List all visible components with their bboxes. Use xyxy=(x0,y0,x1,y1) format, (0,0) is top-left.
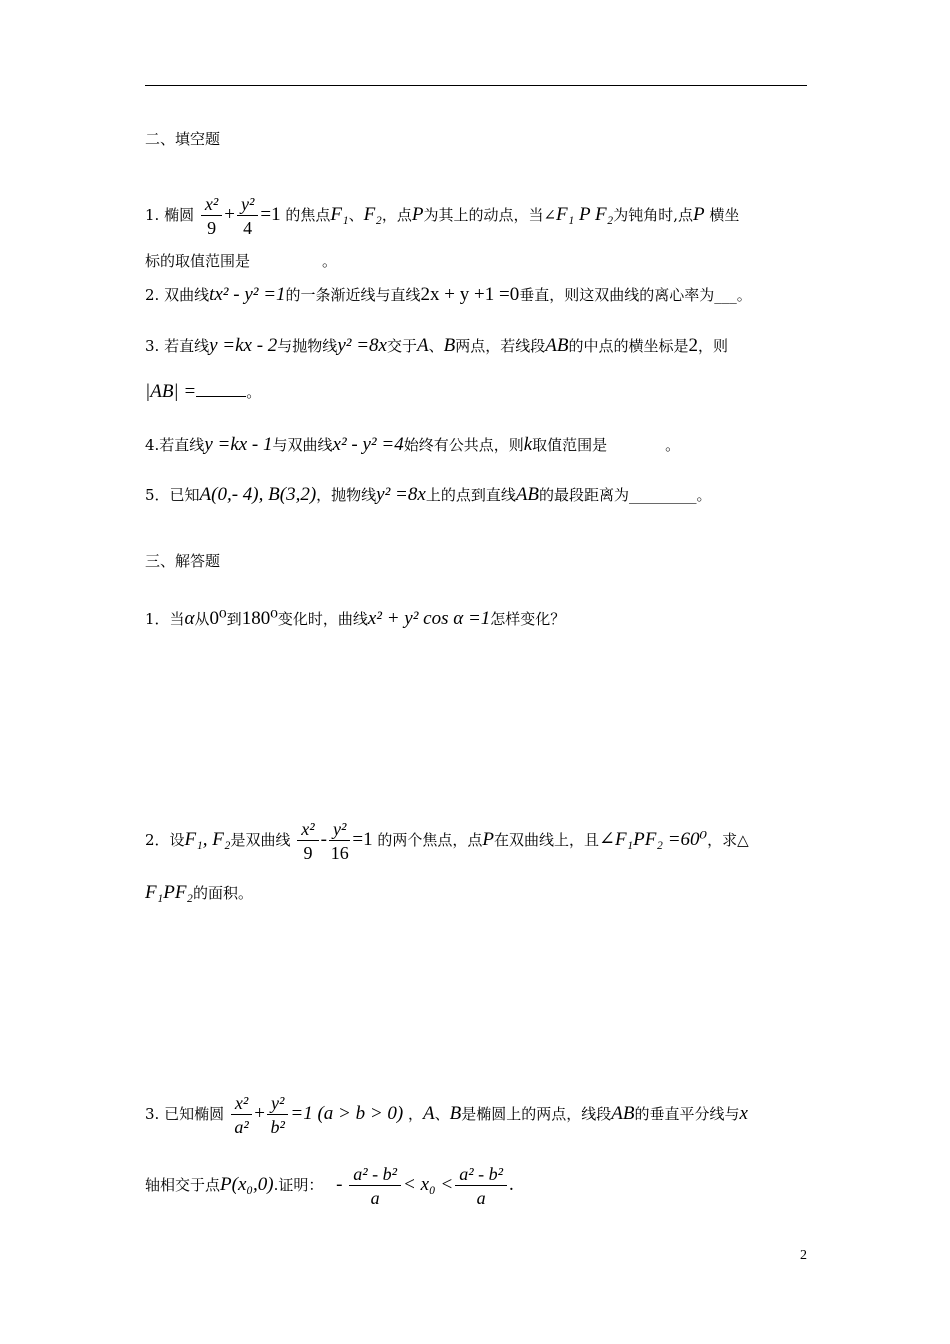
fraction: $\frac{\text{a² - b²}}{a}$ xyxy=(455,1163,507,1210)
question-2-1-cont: 标的取值范围是 。 xyxy=(145,252,338,270)
fraction: $\frac{\text{y²}}{4}$ xyxy=(237,193,258,240)
header-rule xyxy=(145,85,807,86)
question-2-3: 3. 若直线y =kx - 2与抛物线y² =8x交于A、B两点，若线段AB的中点的横坐标是2，则 xyxy=(145,335,728,356)
section-title-fill-in: 二、填空题 xyxy=(145,130,221,148)
question-2-3-cont: |AB| = 。 xyxy=(145,381,262,402)
question-2-1: 1. 椭圆 $\frac{\text{x²}}{9}$ + $\frac{\text{y²}}{4}$ =1 的焦点F₁、F₂，点P为其上的动点，当∠F₁ P F₂为钝角时,点P 横坐 xyxy=(145,193,740,238)
question-2-2: 2. 双曲线tx² - y² =1的一条渐近线与直线2x + y +1 =0垂直，则这双曲线的离心率为___。 xyxy=(145,284,752,305)
fraction: $\frac{\text{a² - b²}}{a}$ xyxy=(349,1163,401,1210)
fraction: $\frac{\text{x²}}{9}$ xyxy=(201,193,222,240)
page-number: 2 xyxy=(800,1248,807,1263)
question-3-2-cont: F₁PF₂的面积。 xyxy=(145,882,254,903)
fraction: $\frac{\text{y²}}{\text{b²}}$ xyxy=(267,1092,288,1139)
section-title-answer: 三、解答题 xyxy=(145,552,221,570)
fraction: $\frac{\text{x²}}{\text{a²}}$ xyxy=(231,1092,252,1139)
fraction: $\frac{\text{x²}}{9}$ xyxy=(297,818,318,865)
question-2-5: 5．已知A(0,- 4), B(3,2)，抛物线y² =8x上的点到直线AB的最段距离为_________。 xyxy=(145,484,712,505)
question-3-2: 2．设F₁, F₂是双曲线 $\frac{\text{x²}}{9}$ - $\frac{\text{y²}}{16}$ =1 的两个焦点，点P在双曲线上，且∠F₁PF₂ =60⁰，求△ xyxy=(145,818,749,863)
question-3-3-cont: 轴相交于点P(x₀,0).证明： - $\frac{\text{a² - b²}}{a}$ < x₀ < $\frac{\text{a² - b²}}{a}$ . xyxy=(145,1163,514,1208)
question-3-1: 1．当α从0⁰到180⁰变化时，曲线x² + y² cos α =1怎样变化？ xyxy=(145,608,566,629)
question-2-4: 4.若直线y =kx - 1与双曲线x² - y² =4始终有公共点，则k取值范围是 。 xyxy=(145,434,681,455)
question-3-3: 3. 已知椭圆 $\frac{\text{x²}}{\text{a²}}$ + $\frac{\text{y²}}{\text{b²}}$ =1 (a > b > 0) ，A、B是椭圆上的两点，线段AB的垂直平分线与x xyxy=(145,1092,748,1137)
fraction: $\frac{\text{y²}}{16}$ xyxy=(330,818,349,863)
